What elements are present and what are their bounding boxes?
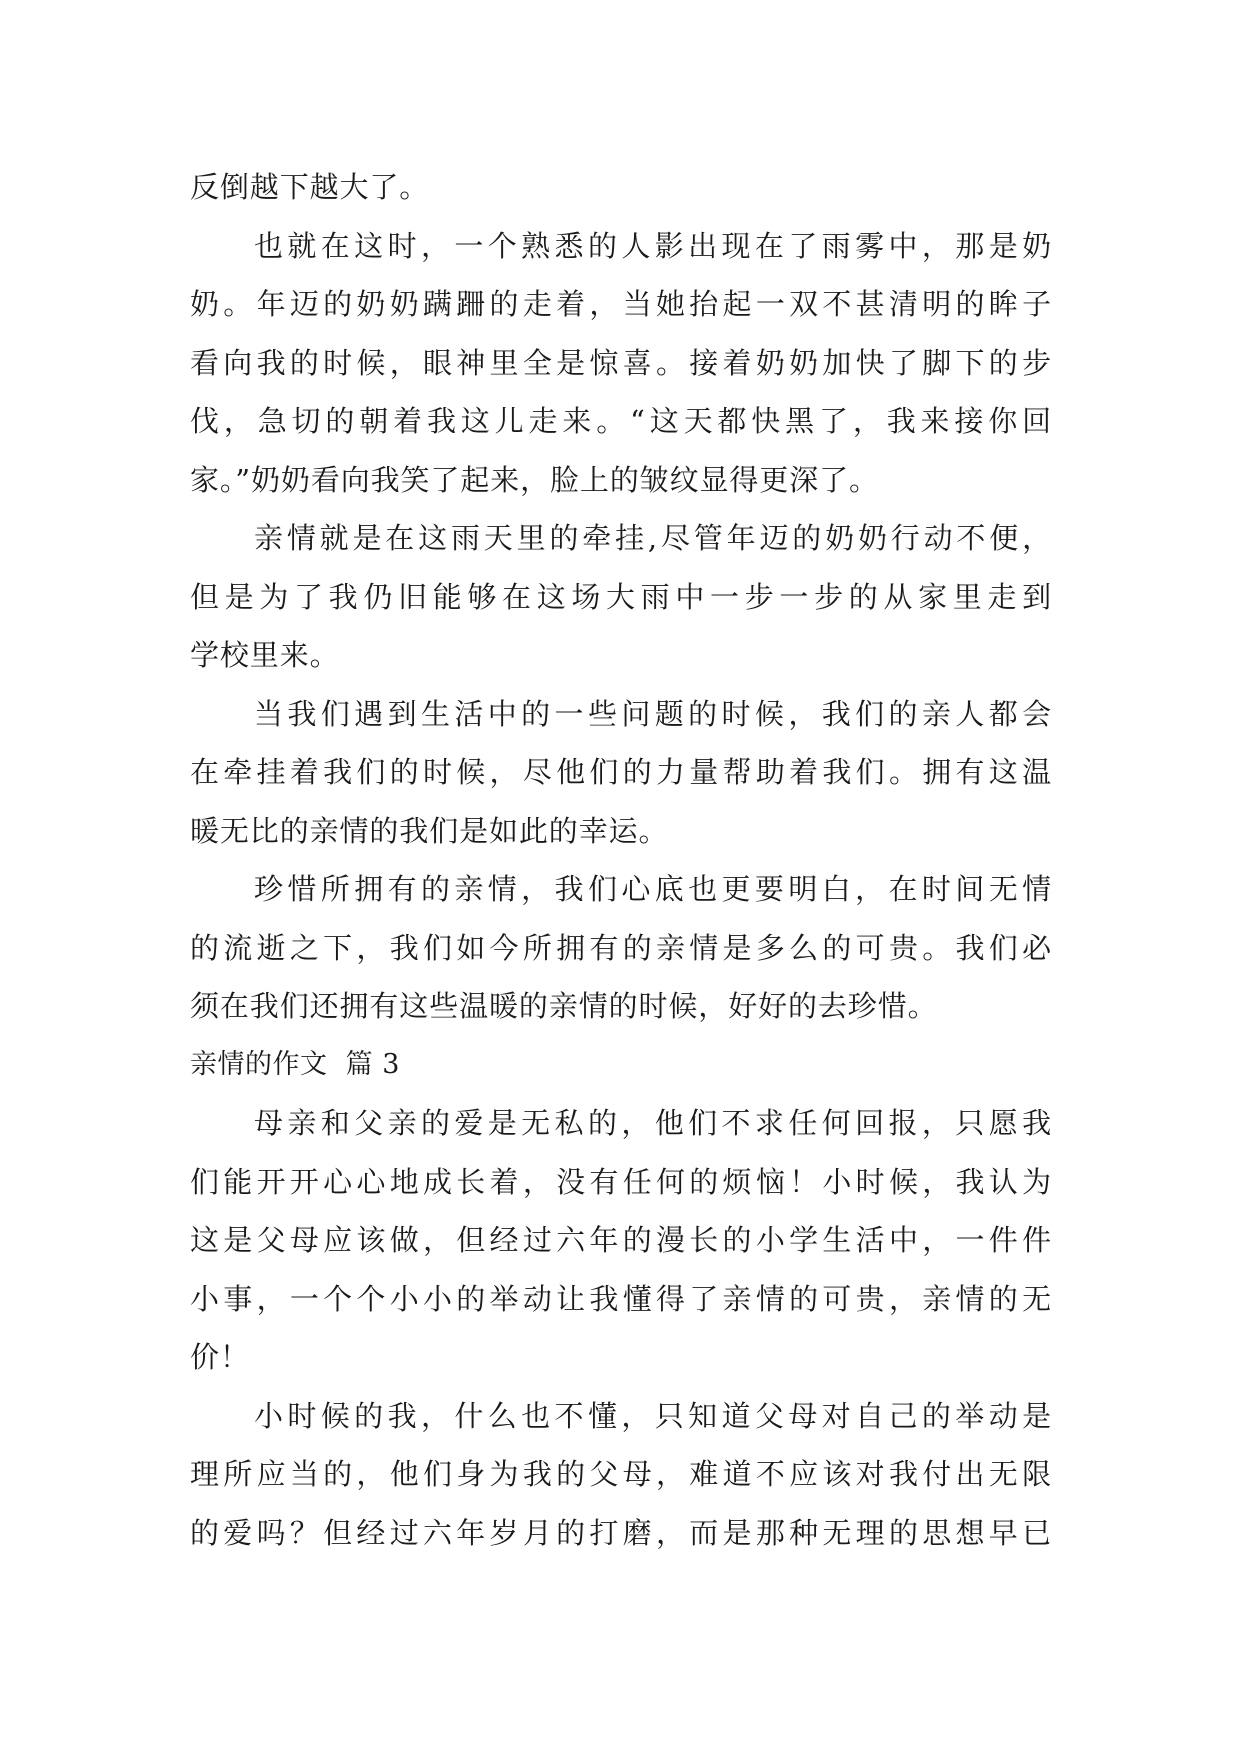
text-line: 珍惜所拥有的亲情，我们心底也更要明白，在时间无情 <box>254 872 1052 906</box>
text-line: 在牵挂着我们的时候，尽他们的力量帮助着我们。拥有这温 <box>190 755 1052 789</box>
text-line: 当我们遇到生活中的一些问题的时候，我们的亲人都会 <box>254 696 1052 731</box>
text-line: 的爱吗？但经过六年岁月的打磨，而是那种无理的思想早已 <box>190 1515 1052 1550</box>
text-line: 们能开开心心地成长着，没有任何的烦恼！小时候，我认为 <box>190 1164 1052 1199</box>
text-line: 家。”奶奶看向我笑了起来，脸上的皱纹显得更深了。 <box>190 462 879 497</box>
text-line: 学校里来。 <box>190 638 340 672</box>
text-line: 这是父母应该做，但经过六年的漫长的小学生活中，一件件 <box>190 1223 1052 1257</box>
text-line: 的流逝之下，我们如今所拥有的亲情是多么的可贵。我们必 <box>190 930 1052 965</box>
text-line: 反倒越下越大了。 <box>190 170 430 204</box>
text-line: 小事，一个个小小的举动让我懂得了亲情的可贵，亲情的无 <box>190 1281 1052 1316</box>
text-line: 暖无比的亲情的我们是如此的幸运。 <box>190 813 669 848</box>
text-line: 奶。年迈的奶奶蹒跚的走着，当她抬起一双不甚清明的眸子 <box>190 287 1052 321</box>
text-line: 小时候的我，什么也不懂，只知道父母对自己的举动是 <box>254 1398 1052 1433</box>
text-line: 理所应当的，他们身为我的父母，难道不应该对我付出无限 <box>190 1457 1052 1491</box>
text-line: 伐，急切的朝着我这儿走来。“这天都快黑了，我来接你回 <box>190 404 1052 438</box>
document-page <box>190 158 1052 1562</box>
text-line: 价！ <box>190 1340 250 1374</box>
section-heading: 亲情的作文 篇 3 <box>190 1048 400 1080</box>
text-line: 看向我的时候，眼神里全是惊喜。接着奶奶加快了脚下的步 <box>190 345 1052 380</box>
text-line: 也就在这时，一个熟悉的人影出现在了雨雾中，那是奶 <box>254 228 1052 263</box>
text-line: 亲情就是在这雨天里的牵挂,尽管年迈的奶奶行动不便， <box>254 521 1052 555</box>
text-line: 须在我们还拥有这些温暖的亲情的时候，好好的去珍惜。 <box>190 989 938 1023</box>
text-line: 但是为了我仍旧能够在这场大雨中一步一步的从家里走到 <box>190 579 1052 614</box>
text-line: 母亲和父亲的爱是无私的，他们不求任何回报，只愿我 <box>254 1106 1052 1140</box>
